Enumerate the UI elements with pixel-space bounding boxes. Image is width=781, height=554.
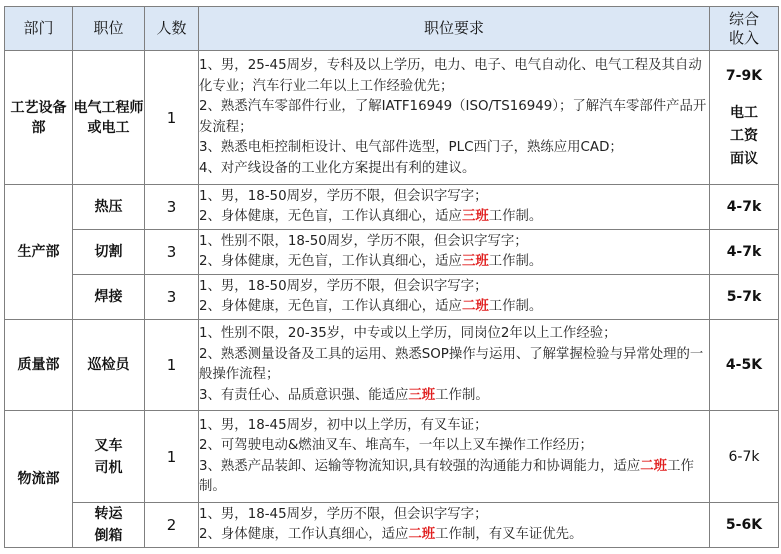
requirement-line: 2、可驾驶电动&燃油叉车、堆高车，一年以上叉车操作工作经历； [199,438,593,453]
shift-highlight: 三班 [461,209,489,224]
count-cell: 3 [145,185,199,230]
salary-cell: 5-6K [710,503,779,548]
header-count: 人数 [145,7,199,51]
requirements-cell [199,185,710,230]
requirement-line: 1、男，18-45周岁，初中以上学历，有叉车证； [199,417,488,433]
table-row [5,230,779,275]
shift-highlight: 二班 [640,458,668,474]
count-cell: 2 [145,503,199,548]
requirements-cell [199,230,710,275]
requirement-line: 2、身体健康，工作认真细心，适应二班工作制，有叉车证优先。 [199,527,583,542]
position-text: 叉车司机 [94,437,123,476]
requirements-cell [199,503,710,548]
salary-cell: 6-7k [710,411,779,503]
salary-cell: 4-7k [710,230,779,275]
dept-cell: 物流部 [5,411,73,548]
table-row [5,503,779,548]
salary-cell: 4-7k [710,185,779,230]
count-cell: 1 [145,51,199,185]
salary-value: 7-9K [725,68,763,84]
table-row [5,51,779,185]
salary-note: 电工工资面议 [730,105,758,167]
position-cell: 巡检员 [73,320,145,411]
position-cell: 电气工程师或电工 [73,51,145,185]
position-cell: 切割 [73,230,145,275]
dept-cell: 工艺设备部 [5,51,73,185]
requirement-line: 3、有责任心、品质意识强、能适应三班工作制。 [199,387,489,403]
header-requirements: 职位要求 [199,7,710,51]
position-cell [73,411,145,503]
count-cell: 1 [145,411,199,503]
count-cell: 1 [145,320,199,411]
requirement-line: 1、性别不限，20-35岁，中专或以上学历，同岗位2年以上工作经验； [199,326,617,341]
position-cell [73,503,145,548]
dept-cell: 质量部 [5,320,73,411]
requirement-line: 2、熟悉汽车零部件行业，了解IATF16949（ISO/TS16949）；了解汽车零部件产品开发流程； [199,99,707,135]
requirement-line: 3、熟悉产品装卸、运输等物流知识,具有较强的沟通能力和协调能力，适应二班工作制。 [199,458,694,494]
requirement-line: 3、熟悉电柜控制柜设计、电气部件选型，PLC西门子，熟练应用CAD； [199,140,623,155]
shift-highlight: 三班 [408,387,436,403]
salary-cell: 5-7k [710,275,779,320]
header-income [710,7,779,51]
header-row [5,7,779,51]
dept-cell: 生产部 [5,185,73,320]
requirement-line: 1、男，18-50周岁，学历不限，但会识字写字； [199,188,488,204]
requirement-line: 2、身体健康，无色盲，工作认真细心，适应三班工作制。 [199,209,543,224]
count-cell: 3 [145,275,199,320]
requirements-cell [199,275,710,320]
position-cell: 焊接 [73,275,145,320]
header-position: 职位 [73,7,145,51]
position-text: 转运倒箱 [94,506,123,544]
shift-highlight: 二班 [408,527,436,542]
table-row [5,320,779,411]
requirement-line: 1、性别不限，18-50周岁，学历不限，但会识字写字； [199,233,528,249]
requirements-cell [199,51,710,185]
salary-cell: 4-5K [710,320,779,411]
requirement-line: 1、男，18-50周岁，学历不限，但会识字写字； [199,278,488,294]
salary-cell [710,51,779,185]
header-income-line1: 综合 [728,9,759,28]
table-row [5,275,779,320]
table-row [5,411,779,503]
count-cell: 3 [145,230,199,275]
requirement-line: 1、男，25-45周岁，专科及以上学历，电力、电子、电气自动化、电气工程及其自动化专业；汽车行业二年以上工作经验优先； [199,58,702,94]
requirement-line: 2、熟悉测量设备及工具的运用、熟悉SOP操作与运用、了解掌握检验与异常处理的一般操作流程； [199,346,704,382]
shift-highlight: 二班 [461,299,489,314]
requirement-line: 4、对产线设备的工业化方案提出有利的建议。 [199,160,476,176]
requirements-cell [199,320,710,411]
header-dept: 部门 [5,7,73,51]
job-requirements-table [4,6,779,548]
requirements-cell [199,411,710,503]
requirement-line: 1、男，18-45周岁，学历不限，但会识字写字； [199,506,488,522]
shift-highlight: 三班 [461,254,489,269]
requirement-line: 2、身体健康，无色盲，工作认真细心，适应二班工作制。 [199,299,543,314]
table-row [5,185,779,230]
header-income-line2: 收入 [728,28,759,47]
position-cell: 热压 [73,185,145,230]
requirement-line: 2、身体健康，无色盲，工作认真细心，适应三班工作制。 [199,254,543,269]
